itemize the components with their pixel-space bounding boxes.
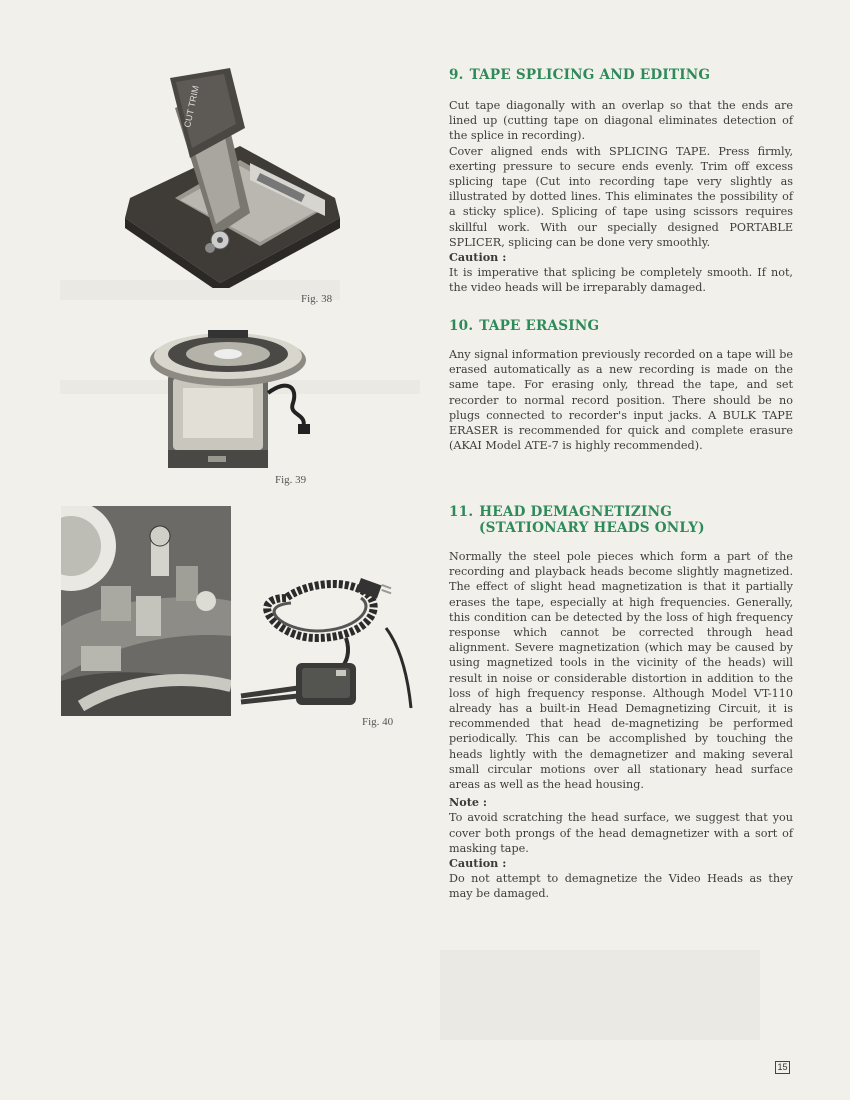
section-11-caution-text: Do not attempt to demagnetize the Video Heads as they may be damaged. [449, 872, 793, 901]
head-assembly-photo [61, 506, 231, 716]
section-9-title: TAPE SPLICING AND EDITING [469, 67, 711, 83]
section-11-note-text: To avoid scratching the head surface, we suggest that you cover both prongs of the head demagnetizer with a sort of masking tape. [449, 811, 793, 855]
section-11-body [449, 549, 793, 902]
fig38-caption: Fig. 38 [301, 293, 333, 305]
section-11-number: 11. [449, 504, 474, 520]
fig40-caption: Fig. 40 [362, 716, 394, 728]
section-9-caution-text: It is imperative that splicing be completely smooth. If not, the video heads will be irreparably damaged. [449, 266, 793, 295]
section-9-number: 9. [449, 67, 464, 83]
section-10-title: TAPE ERASING [479, 318, 600, 334]
splicer-label: CUT TRIM [182, 84, 201, 129]
section-9-body [449, 98, 793, 296]
fig39-caption: Fig. 39 [275, 474, 307, 486]
section-9-heading [449, 67, 793, 83]
section-11-caution-label: Caution : [449, 856, 507, 871]
bulk-eraser-figure [148, 318, 328, 473]
section-9-paragraph: Cut tape diagonally with an overlap so that the ends are lined up (cutting tape on diagonal eliminates detection of the splice in recording). [449, 99, 793, 143]
section-10-paragraph: Any signal information previously recorded on a tape will be erased automatically as a new recording is made on the same tape. For erasing only, thread the tape, and set recorder to normal record position. There should be no plugs connected to recorder's input jacks. A BULK TAPE ERASER is recommended for quick and complete erasure (AKAI Model ATE-7 is highly recommended). [449, 348, 793, 453]
section-10-heading [449, 318, 793, 334]
section-11-paragraph: Normally the steel pole pieces which form a part of the recording and playback heads become slightly magnetized. The effect of slight head magnetization is that it partially erases the tape, especially at high frequencies. Generally, this condition can be detected by the loss of high frequency response which cannot be corrected through head alignment. Severe magnetization (which may be caused by using magnetized tools in the vicinity of the heads) will result in noise or considerable distortion in addition to the loss of high frequency response. Although Model VT-110 already has a built-in Head Demagnetizing Circuit, it is recommended that head de-magnetizing be performed periodically. This can be accomplished by touching the heads lightly with the demagnetizer and making several small circular motions over all stationary head surface areas as well as the head housing. [449, 550, 793, 792]
section-11-heading [449, 504, 793, 536]
section-11-subtitle: (STATIONARY HEADS ONLY) [479, 520, 705, 536]
section-10-body [449, 347, 793, 453]
section-11-title: HEAD DEMAGNETIZING [479, 504, 673, 520]
section-10-number: 10. [449, 318, 474, 334]
head-demagnetizer-figure [236, 568, 416, 718]
splicer-figure [120, 68, 350, 288]
section-11-note-label: Note : [449, 795, 487, 810]
section-9-paragraph: Cover aligned ends with SPLICING TAPE. Press firmly, exerting pressure to secure ends evenly. Trim off excess splicing tape (Cut into recording tape very slightly as illustrated by dotted lines. This eliminates the possibility of a sticky splice). Splicing of tape using scissors requires skillful work. With our specially designed PORTABLE SPLICER, splicing can be done very smoothly. [449, 144, 793, 249]
page-number: 15 [775, 1061, 790, 1074]
section-9-caution-label: Caution : [449, 250, 507, 265]
bleed-through-shadow [440, 950, 760, 1040]
